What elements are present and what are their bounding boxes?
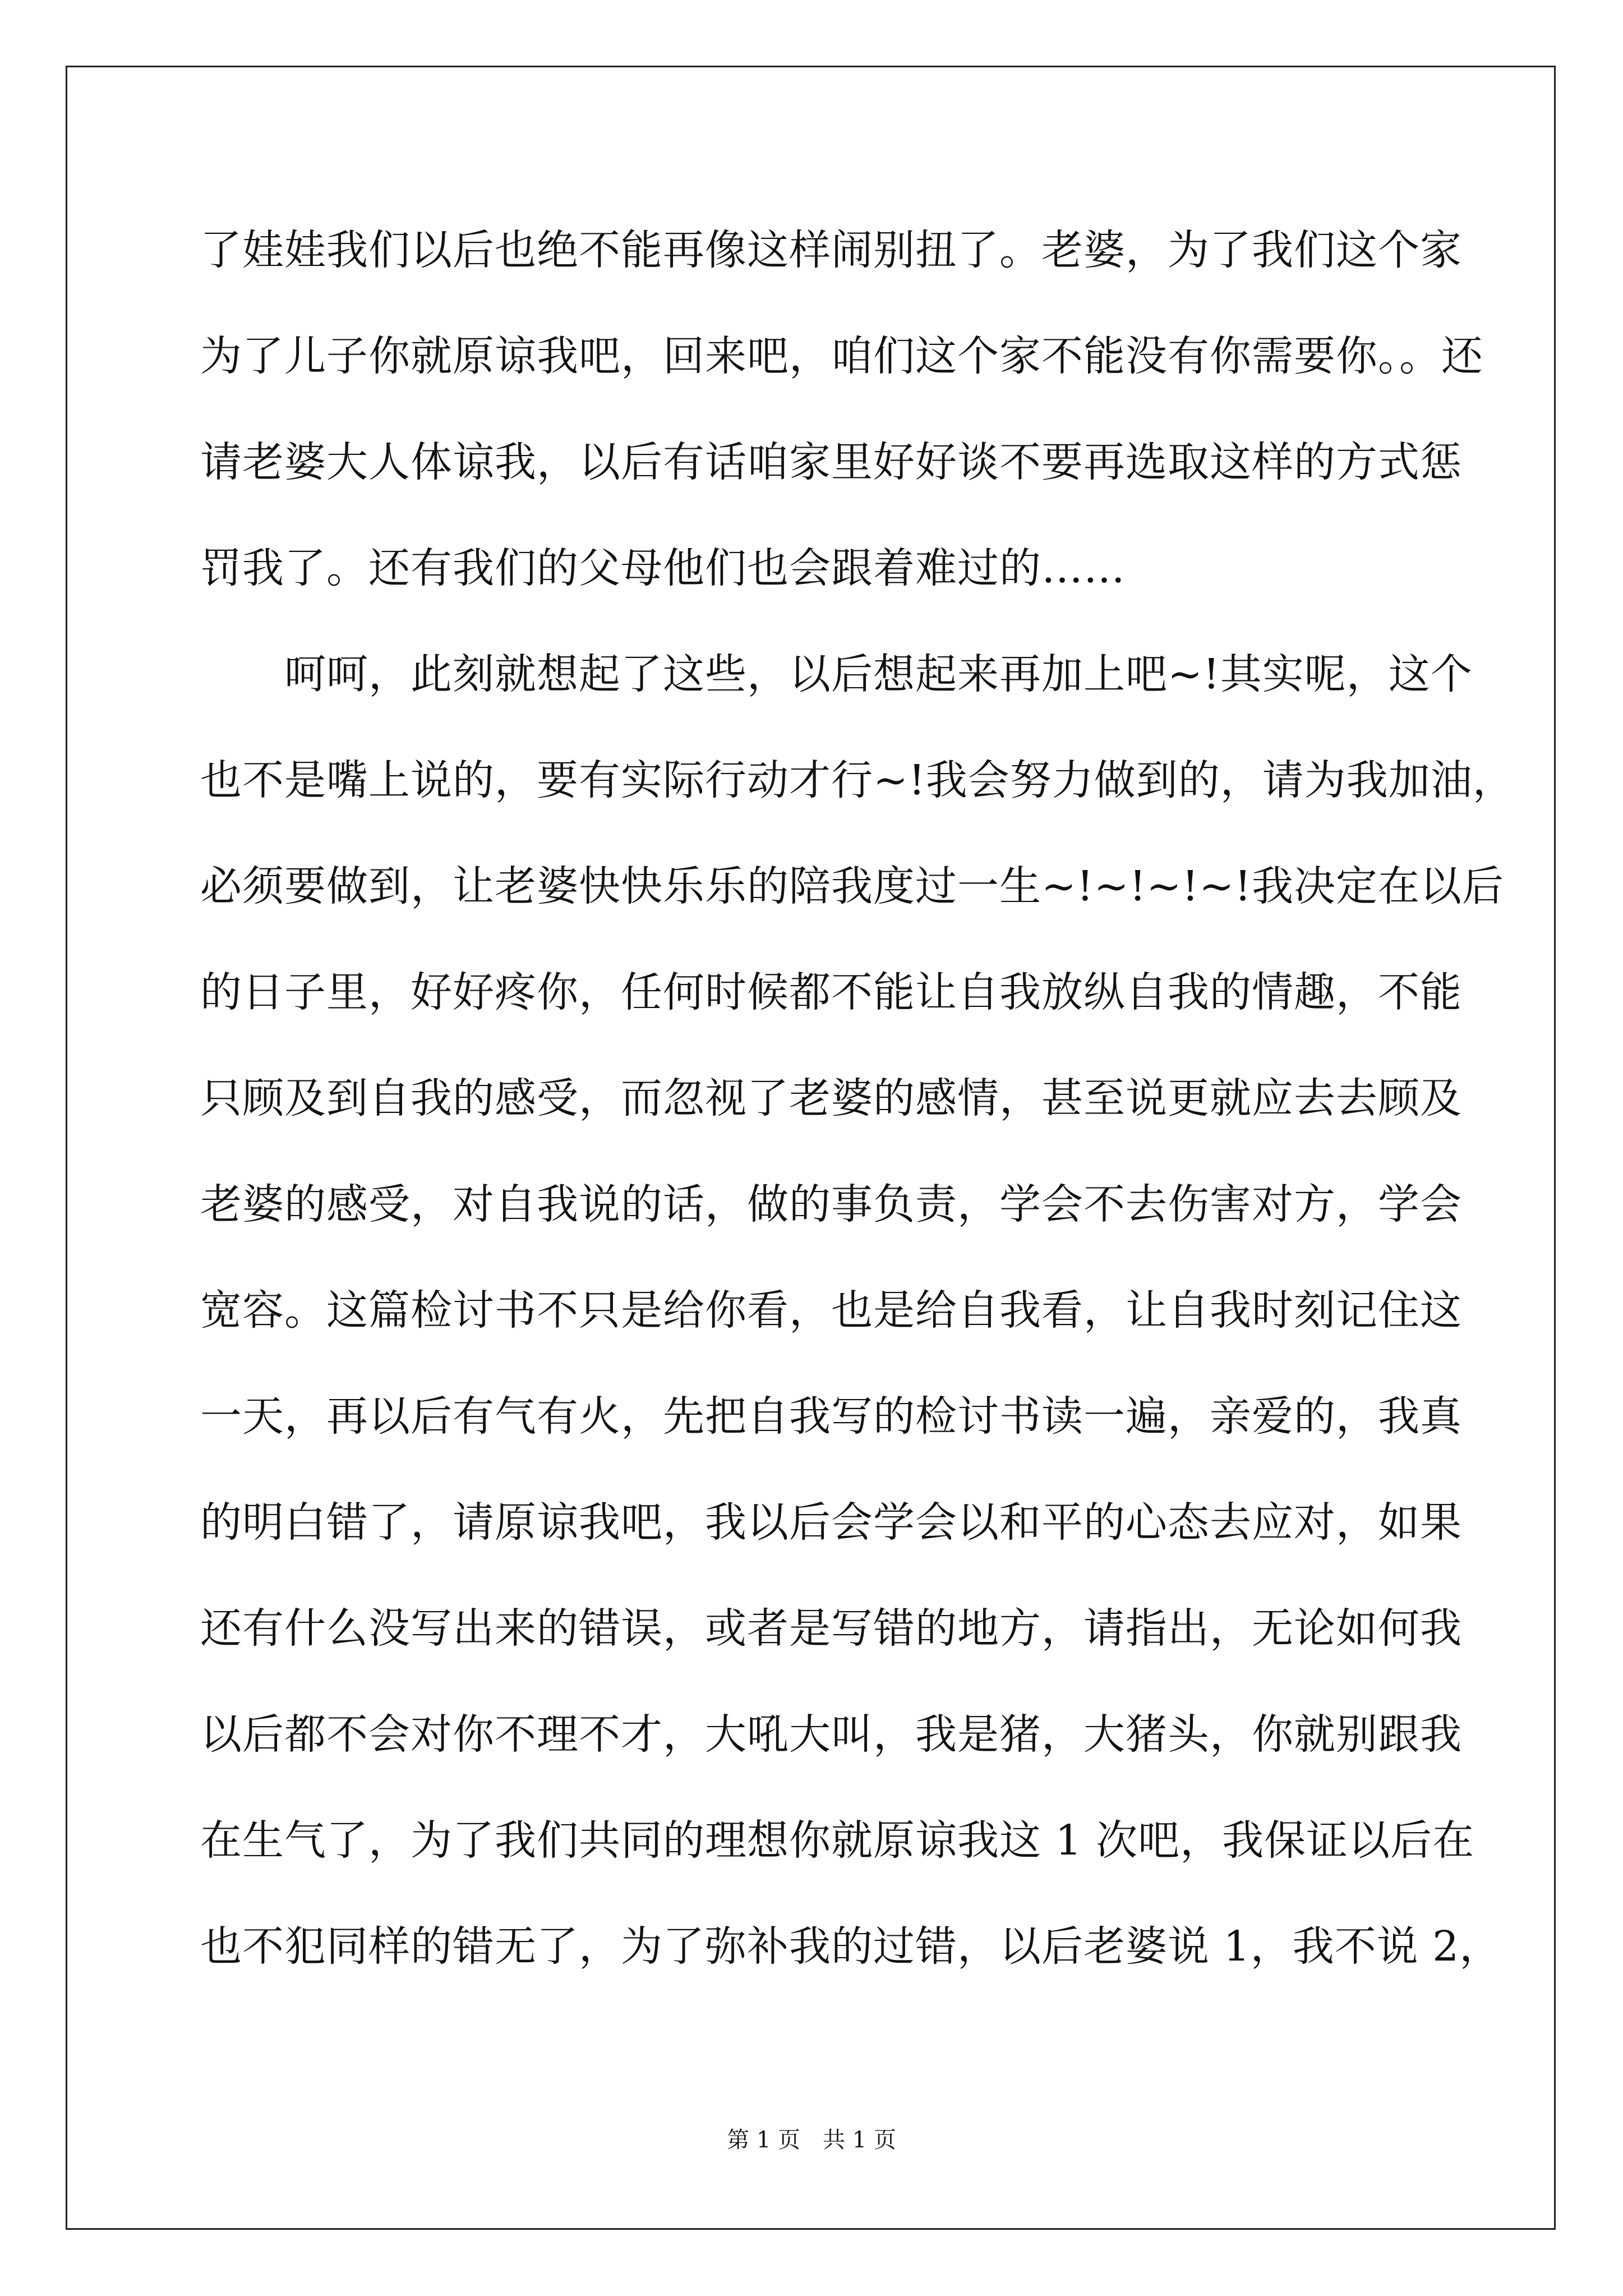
text-line: 为了儿子你就原谅我吧，回来吧，咱们这个家不能没有你需要你。。还 [200,332,1483,380]
text-line: 必须要做到，让老婆快快乐乐的陪我度过一生~!~!~!~!我决定在以后 [200,862,1504,910]
text-line: 在生气了，为了我们共同的理想你就原谅我这 1 次吧，我保证以后在 [200,1816,1475,1865]
text-line: 也不犯同样的错无了，为了弥补我的过错，以后老婆说 1，我不说 2， [200,1922,1502,1971]
text-line: 了娃娃我们以后也绝不能再像这样闹别扭了。老婆，为了我们这个家 [200,226,1462,274]
text-line: 的日子里，好好疼你，任何时候都不能让自我放纵自我的情趣，不能 [200,968,1462,1016]
document-body [200,197,1515,2000]
text-line: 宽容。这篇检讨书不只是给你看，也是给自我看，让自我时刻记住这 [200,1286,1462,1335]
text-line: 以后都不会对你不理不才，大吼大叫，我是猪，大猪头，你就别跟我 [200,1710,1462,1759]
text-line: 也不是嘴上说的，要有实际行动才行~!我会努力做到的，请为我加油， [200,756,1515,804]
text-line: 老婆的感受，对自我说的话，做的事负责，学会不去伤害对方，学会 [200,1180,1462,1228]
text-line: 请老婆大人体谅我，以后有话咱家里好好谈不要再选取这样的方式惩 [200,438,1462,486]
text-line: 还有什么没写出来的错误，或者是写错的地方，请指出，无论如何我 [200,1604,1462,1653]
text-line: 只顾及到自我的感受，而忽视了老婆的感情，甚至说更就应去去顾及 [200,1074,1462,1122]
text-line: 罚我了。还有我们的父母他们也会跟着难过的…… [200,544,1126,592]
text-line: 的明白错了，请原谅我吧，我以后会学会以和平的心态去应对，如果 [200,1498,1462,1547]
page-footer: 第 1 页 共 1 页 [727,2127,896,2153]
text-line: 呵呵，此刻就想起了这些，以后想起来再加上吧~!其实呢，这个 [200,650,1473,698]
text-line: 一天，再以后有气有火，先把自我写的检讨书读一遍，亲爱的，我真 [200,1392,1462,1441]
